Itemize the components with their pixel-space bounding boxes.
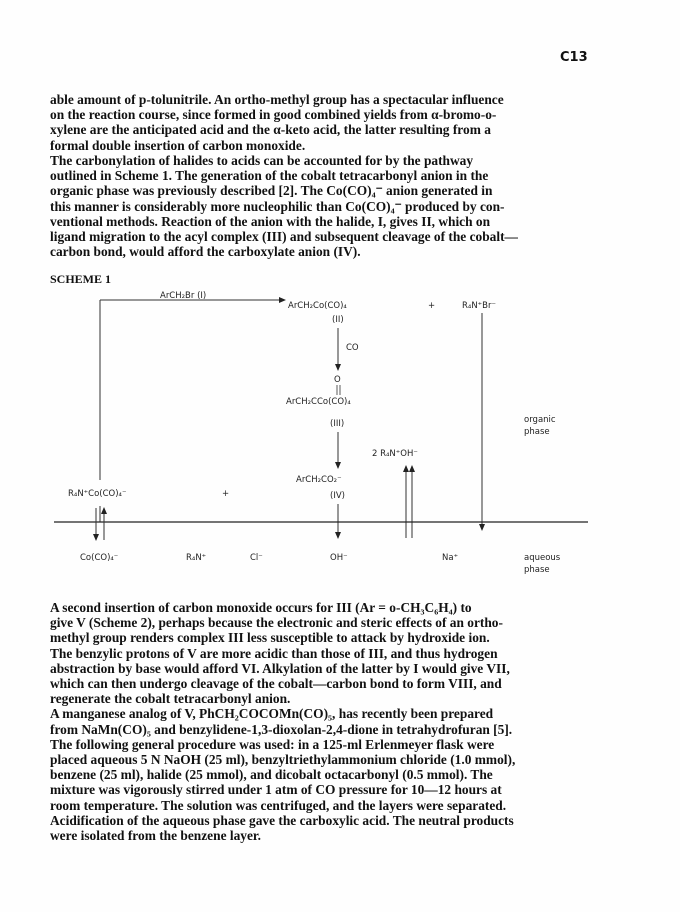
aq-cobaltate: Co(CO)₄⁻ [80, 553, 119, 563]
paragraph-second-insertion-and-procedure: A second insertion of carbon monoxide occurs for III (Ar = o-CH₃C₆H₄) to give V (Scheme 2), perhaps because the electronic and steric effects of an ortho- methyl group renders complex III less susceptible to attack by hydroxide ion. The benzylic protons of V are more acidic than those of III, and thus hydrogen abstraction by base would afford VI. Alkylation of the latter by I would give VII, which can then undergo cleavage of the cobalt—carbon bond to form VIII, and regenerate the cobalt tetracarbonyl anion. A manganese analog of V, PhCH₂COCOMn(CO)₅, has recently been prepared from NaMn(CO)₅ and benzylidene-1,3-dioxolan-2,4-dione in tetrahydrofuran [5]. The following general procedure was used: in a 125-ml Erlenmeyer flask were placed aqueous 5 N NaOH (25 ml), benzyltriethylammonium chloride (1.0 mmol), benzene (25 ml), halide (25 mmol), and dicobalt octacarbonyl (0.5 mmol). The mixture was vigorously stirred under 1 atm of CO pressure for 10—12 hours at room temperature. The solution was centrifuged, and the layers were separated. Acidification of the aqueous phase gave the carboxylic acid. The neutral products were isolated from the benzene layer. [50, 600, 516, 844]
aqueous-phase-label-2: phase [524, 565, 550, 575]
label-III: (III) [330, 419, 345, 429]
ammonium-bromide: R₄N⁺Br⁻ [462, 301, 496, 311]
carboxylate-IV: ArCH₂CO₂⁻ [296, 475, 342, 485]
organic-phase-label: organic [524, 415, 556, 425]
aq-ammonium: R₄N⁺ [186, 553, 207, 563]
carbonyl-oxygen: O [334, 375, 341, 385]
label-IV: (IV) [330, 491, 345, 501]
complex-II: ArCH₂Co(CO)₄ [288, 301, 347, 311]
aq-sodium: Na⁺ [442, 553, 459, 563]
halide-I: ArCH₂Br (I) [160, 291, 207, 301]
aqueous-phase-label: aqueous [524, 553, 561, 563]
complex-III: ArCH₂CCo(CO)₄ [286, 397, 351, 407]
label-II: (II) [332, 315, 344, 325]
plus-sign: + [428, 301, 436, 311]
aq-chloride: Cl⁻ [250, 553, 263, 563]
scheme-title: SCHEME 1 [50, 272, 112, 286]
paragraph-carbonylation-pathway: The carbonylation of halides to acids can be accounted for by the pathway outlined in Scheme 1. The generation of the cobalt tetracarbonyl anion in the organic phase was previously described [2]. The Co(CO)₄⁻ anion generated in this manner is considerably more nucleophilic than Co(CO)₄⁻ produced by con- ventional methods. Reaction of the anion with the halide, I, gives II, which on ligand migration to the acyl complex (III) and subsequent cleavage of the cobalt— carbon bond, would afford the carboxylate anion (IV). [50, 153, 518, 260]
paragraph-ortho-methyl-effect: able amount of p-tolunitrile. An ortho-methyl group has a spectacular influence on the reaction course, since formed in good combined yields from α-bromo-o- xylene are the anticipated acid and the α-keto acid, the latter resulting from a formal double insertion of carbon monoxide. [50, 92, 504, 153]
hydroxide-reagent: 2 R₄N⁺OH⁻ [372, 449, 418, 459]
co-label: CO [346, 343, 359, 353]
organic-phase-label-2: phase [524, 427, 550, 437]
plus-sign-left: + [222, 489, 230, 499]
ion-pair: R₄N⁺Co(CO)₄⁻ [68, 489, 127, 499]
aq-hydroxide: OH⁻ [330, 553, 348, 563]
reaction-scheme-1 [0, 284, 680, 584]
page-number: C13 [560, 50, 588, 65]
